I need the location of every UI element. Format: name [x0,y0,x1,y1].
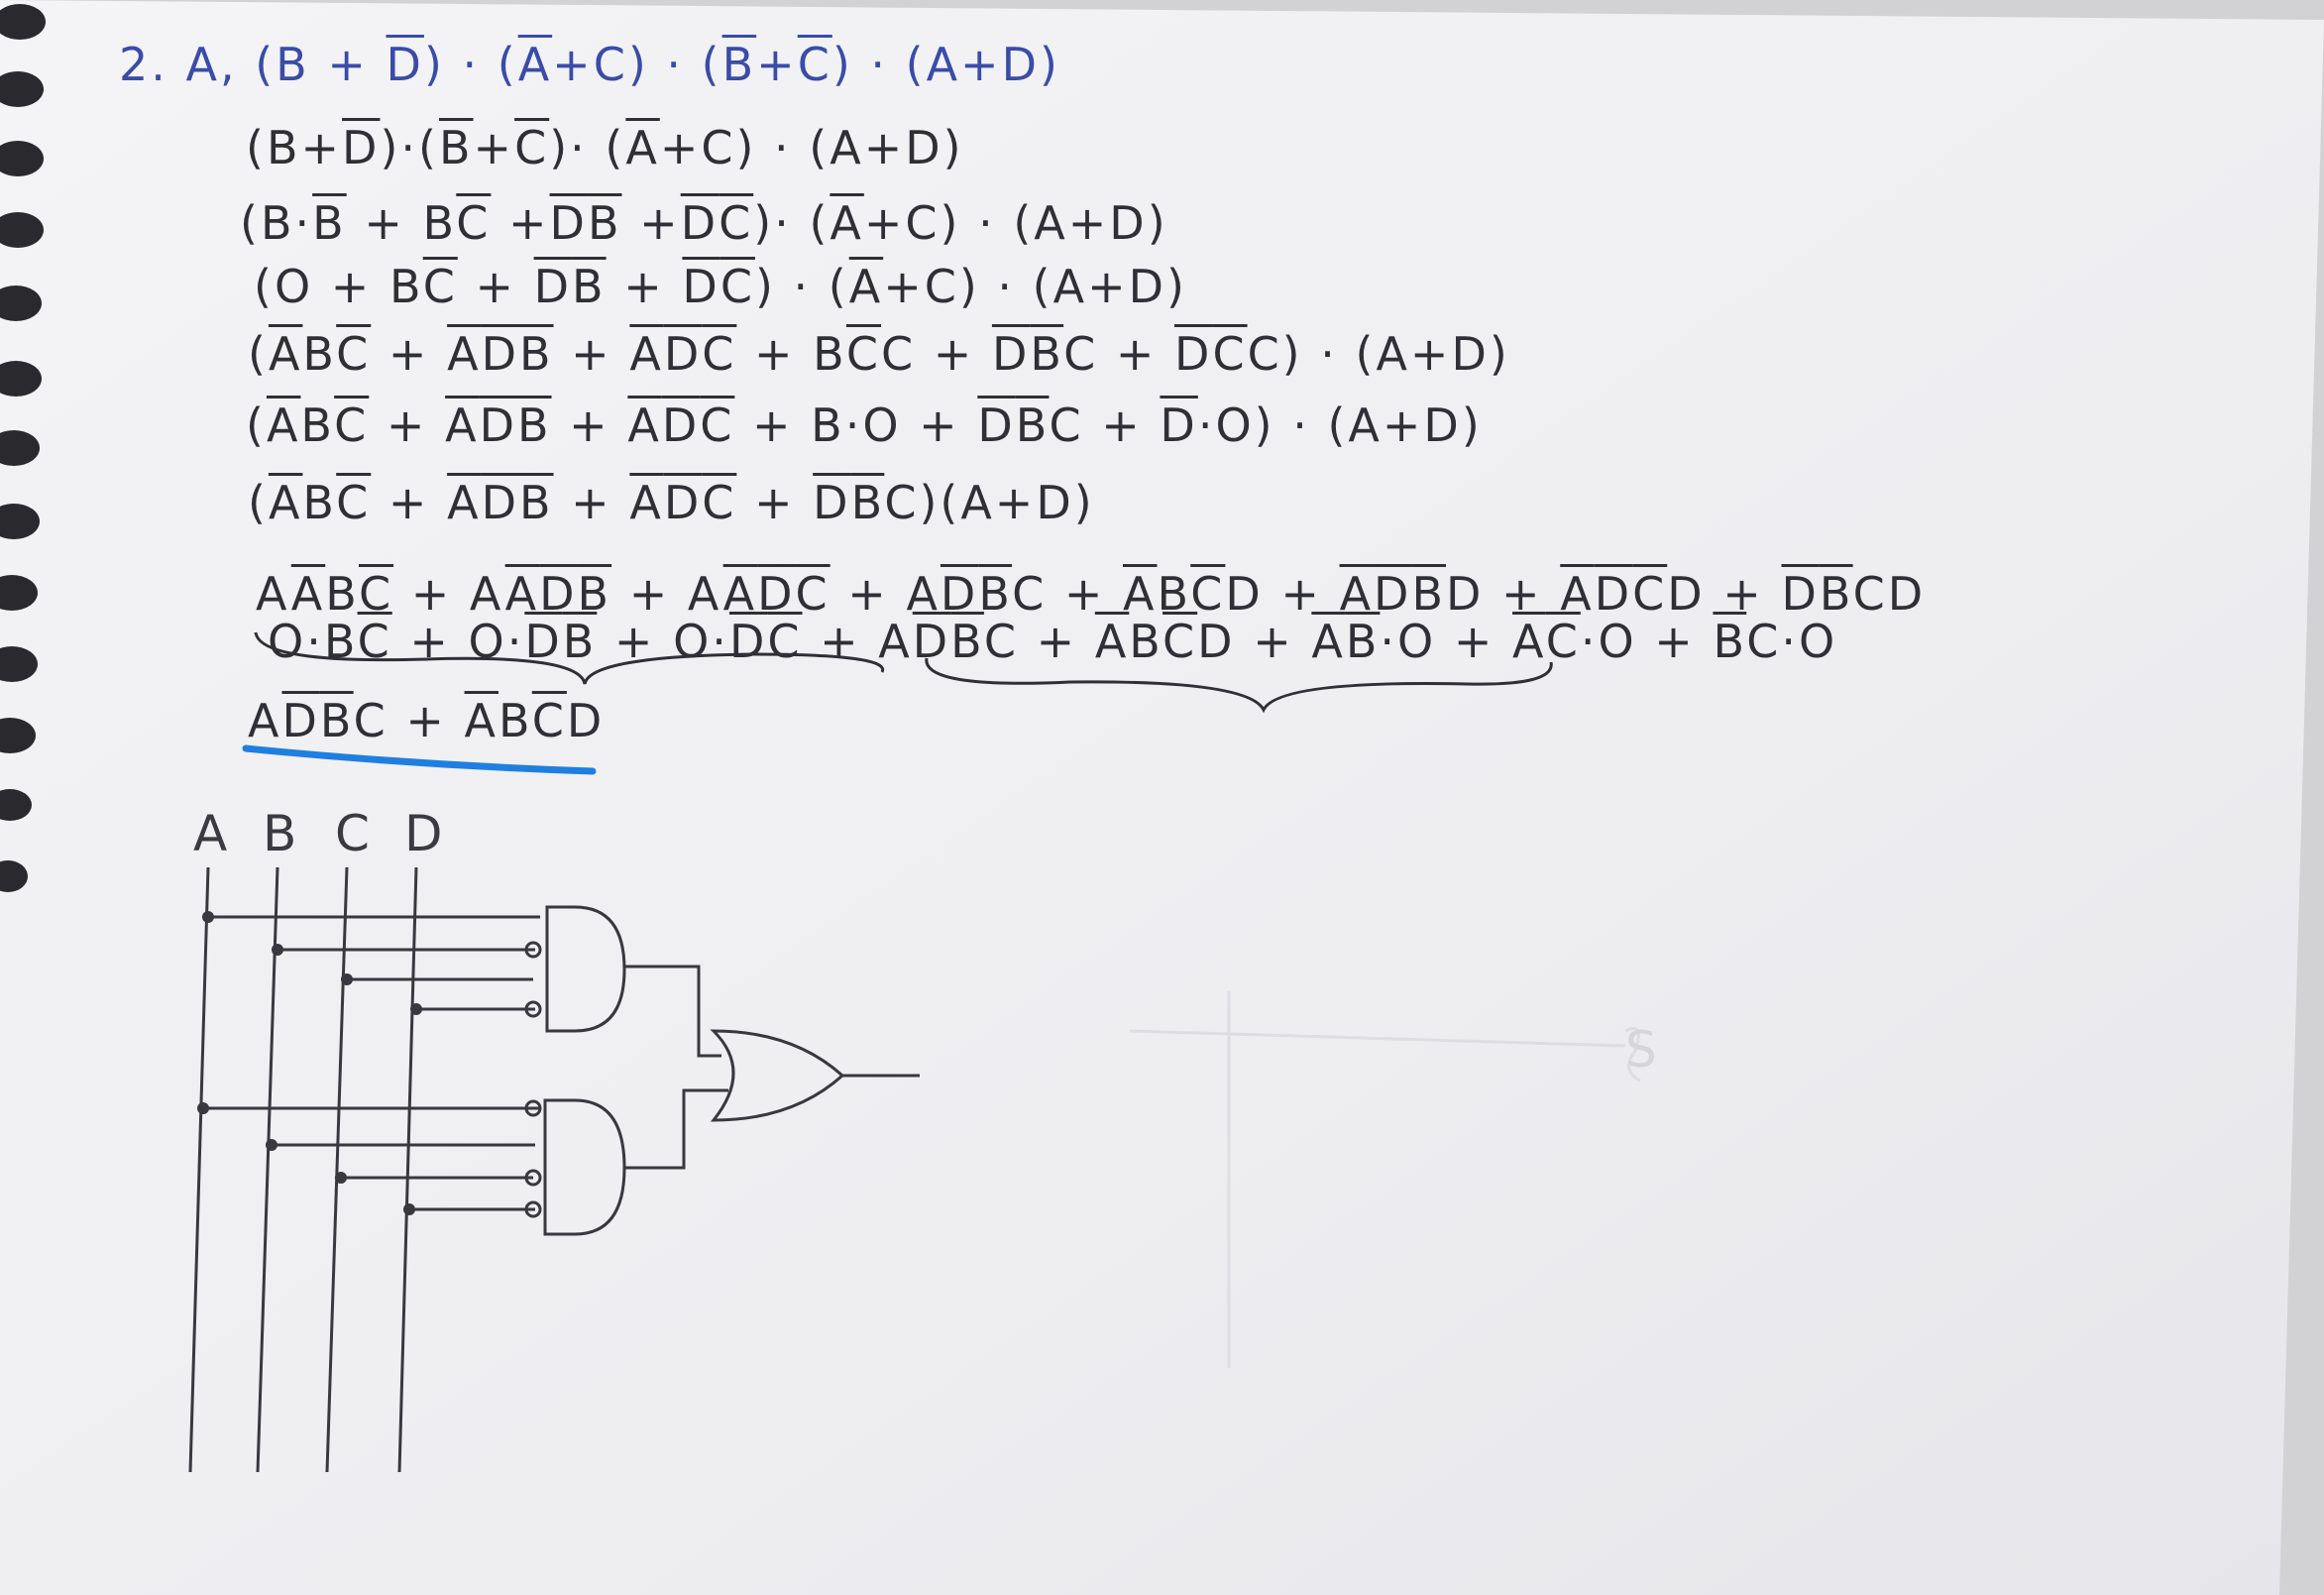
complement-term: $\overline{A}$ [1311,615,1346,668]
complement-term: $\overline{D}$ [1594,567,1633,621]
complement-term: $\overline{D}$ [813,476,851,529]
complement-term: $\overline{B}$ [518,476,554,529]
complement-term: $\overline{C}$ [767,615,803,668]
complement-term: $\overline{A}$ [1339,567,1375,621]
expression-text: A [248,694,282,747]
expression-text: (B+ [246,121,343,174]
derivation-line-6 [246,399,1483,452]
complement-term: $\overline{D}$ [728,615,768,668]
complement-term: $\overline{B}$ [850,476,885,529]
complement-term: $\overline{A}$ [848,260,884,313]
expression-text: ( [248,476,269,529]
expression-text: B [302,327,337,381]
complement-term: $\overline{B}$ [312,196,347,250]
expression-text: + [457,260,534,313]
complement-term: $\overline{D}$ [386,38,424,91]
complement-term: $\overline{C}$ [514,121,550,174]
derivation-line-9 [268,615,1837,668]
complement-term: $\overline{C}$ [357,615,392,668]
expression-text: B [1129,615,1163,668]
complement-term: $\overline{D}$ [912,615,951,668]
complement-term: $\overline{B}$ [562,615,598,668]
expression-text: D + [1446,567,1561,621]
complement-term: $\overline{C}$ [702,476,737,529]
complement-term: $\overline{C}$ [797,38,832,91]
complement-term: $\overline{A}$ [722,567,758,621]
expression-text: + [371,327,448,381]
complement-term: $\overline{C}$ [719,196,754,250]
complement-term: $\overline{D}$ [481,476,519,529]
expression-text: O·B [268,615,358,668]
complement-term: $\overline{D}$ [1160,399,1198,452]
complement-term: $\overline{C}$ [702,327,737,381]
expression-text: + [369,399,446,452]
complement-term: $\overline{D}$ [663,476,703,529]
expression-text: ( [246,399,267,452]
expression-text: C + [1012,567,1123,621]
complement-term: $\overline{C}$ [1212,327,1248,381]
expression-text: C + [1049,399,1161,452]
complement-term: $\overline{D}$ [977,399,1016,452]
expression-text: ) · ( [423,38,518,91]
expression-text: + [553,476,630,529]
expression-text: D [566,694,606,747]
expression-text: B [1157,567,1191,621]
complement-term: $\overline{B}$ [1015,399,1050,452]
expression-text: C)(A+D) [884,476,1095,529]
expression-text: + B [736,327,846,381]
complement-term: $\overline{B}$ [319,694,354,747]
complement-term: $\overline{D}$ [342,121,381,174]
expression-text: + O· [597,615,729,668]
expression-text: + [756,38,798,91]
expression-text: D + [1667,567,1782,621]
derivation-line-8 [256,567,1926,621]
expression-text: ·O + [1380,615,1513,668]
input-label-a: A [193,805,228,862]
expression-text: ·O + [1580,615,1714,668]
complement-term: $\overline{B}$ [587,196,622,250]
derivation-line-5 [248,327,1510,381]
expression-text: + O· [391,615,525,668]
complement-term: $\overline{C}$ [422,260,458,313]
expression-text: B [300,399,335,452]
derivation-line-3 [240,196,1168,250]
expression-text: C + [1063,327,1175,381]
expression-text: + [606,260,683,313]
expression-text: CD [1852,567,1927,621]
complement-term: $\overline{B}$ [1819,567,1853,621]
complement-term: $\overline{A}$ [629,476,664,529]
complement-term: $\overline{D}$ [661,399,701,452]
expression-text: B [498,694,532,747]
expression-text: 2. A, (B + [119,38,387,91]
complement-term: $\overline{C}$ [1545,615,1581,668]
expression-text: C) · (A+D) [1247,327,1510,381]
complement-term: $\overline{B}$ [721,38,757,91]
complement-term: $\overline{A}$ [830,196,864,250]
derivation-line-2 [246,121,964,174]
complement-term: $\overline{D}$ [1781,567,1820,621]
input-label-d: D [404,805,443,862]
expression-text: C·O [1746,615,1838,668]
complement-term: $\overline{D}$ [682,260,720,313]
complement-term: $\overline{B}$ [572,260,607,313]
complement-term: $\overline{D}$ [757,567,796,621]
expression-text: + B [346,196,457,250]
complement-term: $\overline{D}$ [940,567,979,621]
complement-term: $\overline{D}$ [524,615,563,668]
complement-term: $\overline{C}$ [845,327,882,381]
complement-term: $\overline{B}$ [950,615,984,668]
complement-term: $\overline{B}$ [1411,567,1447,621]
input-label-b: B [263,805,297,862]
expression-text: + [371,476,448,529]
complement-term: $\overline{C}$ [531,694,567,747]
complement-term: $\overline{B}$ [1030,327,1064,381]
expression-text: + A [802,615,913,668]
complement-term: $\overline{C}$ [795,567,830,621]
complement-term: $\overline{B}$ [577,567,612,621]
expression-text: )· ( [753,196,830,250]
complement-term: $\overline{A}$ [1094,615,1130,668]
derivation-line-4 [254,260,1187,313]
complement-term: $\overline{D}$ [281,694,320,747]
complement-term: $\overline{B}$ [978,567,1013,621]
derivation-line-1 [119,38,1060,91]
complement-term: $\overline{A}$ [1123,567,1158,621]
complement-term: $\overline{A}$ [266,399,301,452]
expression-text: + B·O + [734,399,978,452]
complement-term: $\overline{C}$ [336,476,372,529]
complement-term: $\overline{A}$ [445,399,480,452]
complement-term: $\overline{A}$ [447,476,482,529]
expression-text: C + [881,327,992,381]
complement-term: $\overline{A}$ [447,327,482,381]
complement-term: $\overline{C}$ [1632,567,1668,621]
complement-term: $\overline{A}$ [464,694,499,747]
complement-term: $\overline{B}$ [438,121,474,174]
complement-term: $\overline{A}$ [1512,615,1546,668]
complement-term: $\overline{B}$ [516,399,552,452]
complement-term: $\overline{B}$ [1713,615,1747,668]
expression-text: + A [830,567,941,621]
expression-text: +C) · (A+D) [883,260,1187,313]
expression-text: +C) · (A+D) [863,196,1168,250]
expression-text: )·( [380,121,439,174]
expression-text: ) · (A+D) [831,38,1060,91]
complement-term: $\overline{A}$ [504,567,540,621]
complement-term: $\overline{C}$ [334,399,370,452]
expression-text: ( [248,327,269,381]
complement-term: $\overline{B}$ [518,327,554,381]
expression-text: )· ( [549,121,626,174]
complement-term: $\overline{D}$ [479,399,517,452]
complement-term: $\overline{A}$ [268,476,303,529]
complement-term: $\overline{D}$ [1174,327,1213,381]
derivation-line-7 [248,476,1095,529]
expression-text: + [736,476,814,529]
expression-text: + [551,399,628,452]
complement-term: $\overline{C}$ [719,260,755,313]
expression-text: + [553,327,630,381]
complement-term: $\overline{C}$ [1190,567,1226,621]
complement-term: $\overline{A}$ [627,399,662,452]
expression-text: ·O) · (A+D) [1197,399,1483,452]
complement-term: $\overline{D}$ [533,260,573,313]
complement-term: $\overline{C}$ [358,567,394,621]
complement-term: $\overline{A}$ [1560,567,1595,621]
complement-term: $\overline{D}$ [680,196,719,250]
complement-term: $\overline{D}$ [539,567,578,621]
expression-text: +C) · (A+D) [659,121,964,174]
complement-term: $\overline{A}$ [625,121,660,174]
complement-term: $\overline{A}$ [517,38,553,91]
expression-text: D + [1197,615,1312,668]
expression-text: D + [1225,567,1340,621]
output-label-s: S [1625,1021,1657,1079]
input-label-c: C [335,805,370,862]
complement-term: $\overline{D}$ [1374,567,1412,621]
complement-term: $\overline{A}$ [268,327,303,381]
expression-text: +C) · ( [552,38,722,91]
expression-text: + [621,196,681,250]
complement-term: $\overline{D}$ [663,327,703,381]
expression-text: ) · ( [754,260,849,313]
complement-term: $\overline{A}$ [290,567,326,621]
complement-term: $\overline{C}$ [700,399,735,452]
complement-term: $\overline{D}$ [991,327,1031,381]
expression-text: C + [983,615,1095,668]
expression-text: B [302,476,337,529]
expression-text: (B· [240,196,313,250]
expression-text: A [256,567,291,621]
complement-term: $\overline{A}$ [629,327,664,381]
derivation-answer [248,694,605,747]
complement-term: $\overline{D}$ [481,327,519,381]
expression-text: B [325,567,359,621]
expression-text: C + [353,694,465,747]
expression-text: (O + B [254,260,423,313]
expression-text: + [491,196,550,250]
complement-term: $\overline{B}$ [1345,615,1381,668]
expression-text: + A [611,567,723,621]
expression-text: + A [393,567,505,621]
complement-term: $\overline{C}$ [1162,615,1198,668]
complement-term: $\overline{C}$ [336,327,372,381]
expression-text: + [473,121,515,174]
complement-term: $\overline{C}$ [456,196,492,250]
complement-term: $\overline{D}$ [549,196,588,250]
